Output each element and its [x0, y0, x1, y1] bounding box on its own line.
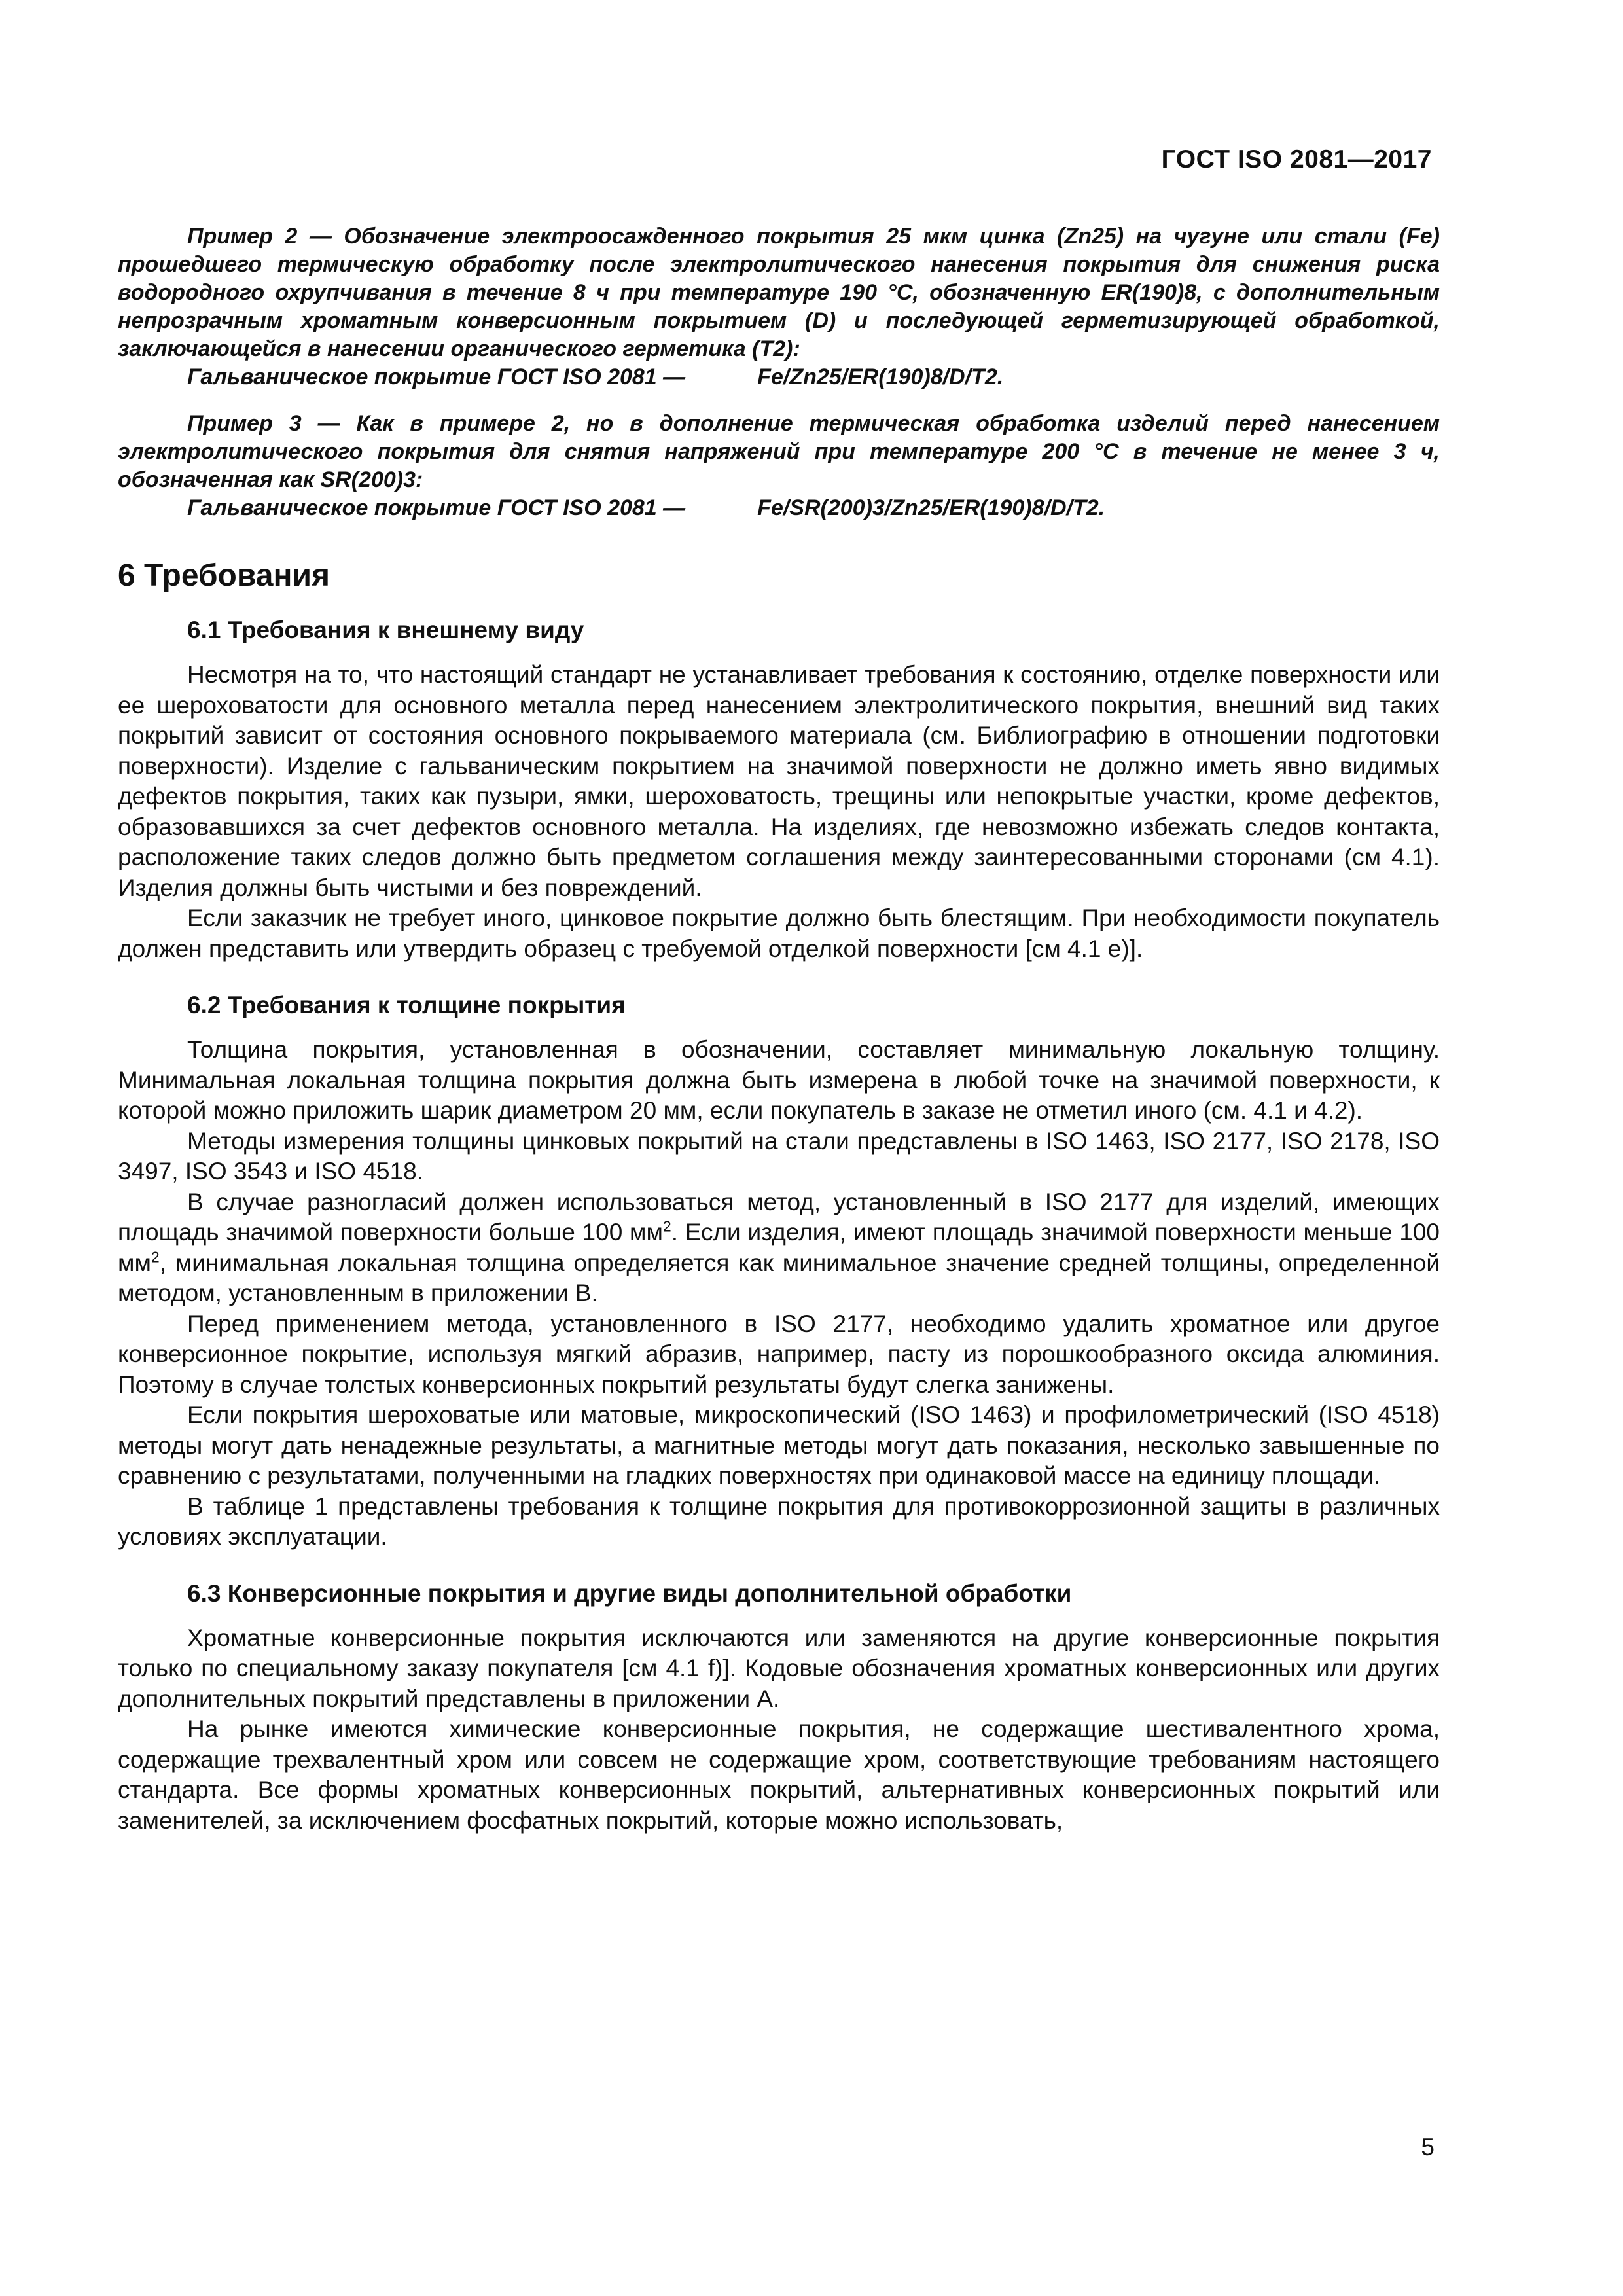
example-3-designation-label: Гальваническое покрытие ГОСТ ISO 2081 — [187, 495, 686, 520]
example-3-designation [118, 494, 1440, 522]
superscript: 2 [662, 1217, 671, 1235]
section-6-2-title: 6.2 Требования к толщине покрытия [187, 992, 626, 1018]
section-6-3 [118, 1579, 1440, 1837]
section-6-2-paragraph: В таблице 1 представлены требования к толщине покрытия для противокоррозионной защиты в различных условиях эксплуатации. [118, 1492, 1440, 1550]
section-6-2-paragraph [118, 1187, 1440, 1309]
example-2-designation [118, 363, 1440, 391]
section-6-1-title: 6.1 Требования к внешнему виду [187, 617, 584, 643]
section-6-3-paragraph: Хроматные конверсионные покрытия исключаются или заменяются на другие конверсионные покрытия только по специальному заказу покупателя [см 4.1 f)]. Кодовые обозначения хроматных конверсионных или других дополнительных покрытий представлены в приложении А. [118, 1624, 1440, 1712]
section-6-1-paragraph: Несмотря на то, что настоящий стандарт не устанавливает требования к состоянию, отделке поверхности или ее шероховатости для основного металла перед нанесением электролитического покрытия, внешний вид таких покрытий зависит от состояния основного покрываемого материала (см. Библиографию в отношении подготовки поверхности). Изделие с гальваническим покрытием на значимой поверхности не должно иметь явно видимых дефектов покрытия, таких как пузыри, ямки, шероховатость, трещины или непокрытые участки, кроме дефектов, образовавшихся за счет дефектов основного металла. На изделиях, где невозможно избежать следов контакта, расположение таких следов должно быть предметом соглашения между заинтересованными сторонами (см 4.1). Изделия должны быть чистыми и без повреждений. [118, 661, 1440, 901]
example-2 [118, 223, 1440, 391]
text-fragment: . Если изделия, имеют площадь значимой поверхности меньше 100 мм [118, 1219, 1440, 1276]
example-2-designation-label: Гальваническое покрытие ГОСТ ISO 2081 — [187, 365, 686, 389]
section-6-1-paragraph: Если заказчик не требует иного, цинковое покрытие должно быть блестящим. При необходимости покупатель должен представить или утвердить образец с требуемой отделкой поверхности [см 4.1 e)]. [118, 905, 1440, 962]
section-6-3-title: 6.3 Конверсионные покрытия и другие виды дополнительной обработки [187, 1579, 1072, 1607]
page-number: 5 [1421, 2134, 1435, 2161]
section-6-2-paragraph: Толщина покрытия, установленная в обозначении, составляет минимальную локальную толщину. Минимальная локальная толщина покрытия должна быть измерена в любой точке на значимой поверхности, к которой можно приложить шарик диаметром 20 мм, если покупатель в заказе не отметил иного (см. 4.1 и 4.2). [118, 1036, 1440, 1124]
text-fragment: В случае разногласий должен использоваться метод, установленный в ISO 2177 для изделий, имеющих площадь значимой поверхности больше 100 мм [118, 1188, 1440, 1246]
page-content [118, 223, 1440, 1836]
example-3 [118, 410, 1440, 522]
section-6-2-paragraph: Методы измерения толщины цинковых покрытий на стали представлены в ISO 1463, ISO 2177, ISO 2178, ISO 3497, ISO 3543 и ISO 4518. [118, 1127, 1440, 1185]
standard-header: ГОСТ ISO 2081—2017 [1161, 145, 1432, 173]
example-3-designation-code: Fe/SR(200)3/Zn25/ER(190)8/D/T2. [757, 495, 1105, 520]
section-6-3-paragraph: На рынке имеются химические конверсионные покрытия, не содержащие шестивалентного хрома, содержащие трехвалентный хром или совсем не содержащие хром, соответствующие требованиям настоящего стандарта. Все формы хроматных конверсионных покрытий, альтернативных конверсионных покрытий или заменителей, за исключением фосфатных покрытий, которые можно использовать, [118, 1715, 1440, 1834]
example-2-text: Пример 2 — Обозначение электроосажденного покрытия 25 мкм цинка (Zn25) на чугуне или стали (Fe) прошедшего термическую обработку после электролитического нанесения покрытия для снижения риска водородного охрупчивания в течение 8 ч при температуре 190 °С, обозначенную ER(190)8, с дополнительным непрозрачным хроматным конверсионным покрытием (D) и последующей герметизирующей обработкой, заключающейся в нанесении органического герметика (Т2): [118, 224, 1440, 361]
section-6-title: 6 Требования [118, 558, 330, 593]
section-6-1 [118, 615, 1440, 964]
superscript: 2 [151, 1248, 160, 1266]
section-6-2-paragraph: Если покрытия шероховатые или матовые, микроскопический (ISO 1463) и профилометрический (ISO 4518) методы могут дать ненадежные результаты, а магнитные методы могут дать показания, несколько завышенные по сравнению с результатами, полученными на гладких поверхностях при одинаковой массе на единицу площади. [118, 1401, 1440, 1489]
text-fragment: , минимальная локальная толщина определяется как минимальное значение средней толщины, определенной методом, установленным в приложении В. [118, 1249, 1440, 1306]
example-3-text: Пример 3 — Как в примере 2, но в дополнение термическая обработка изделий перед нанесением электролитического покрытия для снятия напряжений при температуре 200 °С в течение не менее 3 ч, обозначенная как SR(200)3: [118, 411, 1440, 492]
section-6-2-paragraph: Перед применением метода, установленного в ISO 2177, необходимо удалить хроматное или другое конверсионное покрытие, используя мягкий абразив, например, пасту из порошкообразного оксида алюминия. Поэтому в случае толстых конверсионных покрытий результаты будут слегка занижены. [118, 1310, 1440, 1398]
example-2-designation-code: Fe/Zn25/ER(190)8/D/T2. [757, 365, 1004, 389]
section-6-2 [118, 990, 1440, 1552]
